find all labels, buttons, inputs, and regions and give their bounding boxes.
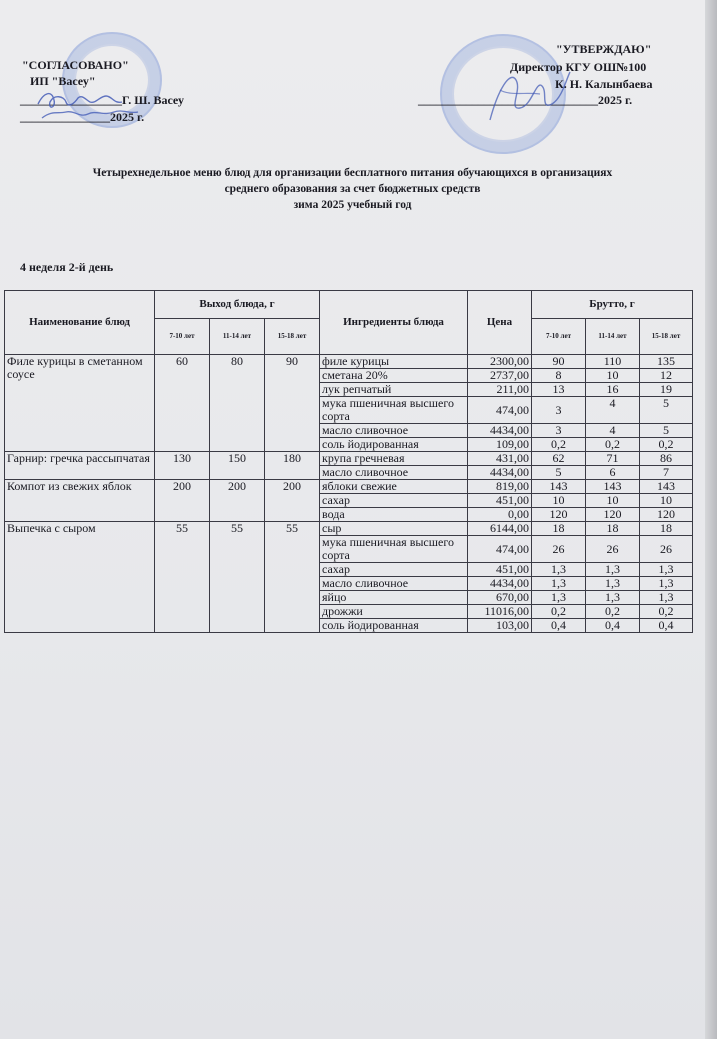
approval-left-title: "СОГЛАСОВАНО" (22, 58, 129, 72)
ingredient-gross: 90 (532, 355, 586, 369)
week-day-label: 4 неделя 2-й день (20, 260, 114, 274)
ingredient-name: сыр (320, 522, 468, 536)
ingredient-gross: 0,4 (640, 619, 693, 633)
ingredient-name: масло сливочное (320, 577, 468, 591)
approval-right-signer: К. Н. Калынбаева (555, 77, 653, 91)
ingredient-name: крупа гречневая (320, 452, 468, 466)
page-edge (705, 0, 717, 1039)
header-ingredients: Ингредиенты блюда (320, 291, 468, 355)
approval-left-org: ИП "Васеу" (30, 74, 96, 88)
header-gross: Брутто, г (532, 291, 693, 319)
ingredient-gross: 110 (586, 355, 640, 369)
dish-output: 80 (210, 355, 265, 452)
ingredient-gross: 3 (532, 424, 586, 438)
ingredient-gross: 26 (532, 536, 586, 563)
ingredient-price: 6144,00 (468, 522, 532, 536)
left-signature (30, 82, 150, 124)
ingredient-name: сахар (320, 494, 468, 508)
header-dish-name: Наименование блюд (5, 291, 155, 355)
dish-output: 55 (210, 522, 265, 633)
ingredient-price: 2737,00 (468, 369, 532, 383)
dish-output: 180 (265, 452, 320, 480)
document-title-line3: зима 2025 учебный год (293, 199, 412, 211)
ingredient-gross: 1,3 (640, 591, 693, 605)
ingredient-price: 0,00 (468, 508, 532, 522)
header-price: Цена (468, 291, 532, 355)
ingredient-gross: 6 (586, 466, 640, 480)
ingredient-price: 431,00 (468, 452, 532, 466)
table-row (5, 480, 693, 494)
dish-output: 55 (155, 522, 210, 633)
ingredient-gross: 143 (532, 480, 586, 494)
ingredient-gross: 26 (640, 536, 693, 563)
ingredient-price: 4434,00 (468, 424, 532, 438)
approval-left-signer: _________________Г. Ш. Васеу (20, 93, 184, 107)
dish-name: Гарнир: гречка рассыпчатая (5, 452, 155, 480)
ingredient-gross: 0,2 (640, 605, 693, 619)
ingredient-gross: 120 (640, 508, 693, 522)
ingredient-name: яблоки свежие (320, 480, 468, 494)
ingredient-gross: 10 (640, 494, 693, 508)
menu-table (4, 290, 693, 633)
ingredient-gross: 1,3 (586, 591, 640, 605)
ingredient-gross: 26 (586, 536, 640, 563)
header-output-age-1: 7-10 лет (155, 319, 210, 355)
right-signature (470, 50, 580, 130)
ingredient-price: 103,00 (468, 619, 532, 633)
ingredient-gross: 86 (640, 452, 693, 466)
ingredient-name: сметана 20% (320, 369, 468, 383)
dish-name: Компот из свежих яблок (5, 480, 155, 522)
ingredient-gross: 135 (640, 355, 693, 369)
ingredient-gross: 120 (586, 508, 640, 522)
header-gross-age-3: 15-18 лет (640, 319, 693, 355)
ingredient-gross: 0,4 (586, 619, 640, 633)
dish-output: 55 (265, 522, 320, 633)
document-title-line1: Четырехнедельное меню блюд для организации бесплатного питания обучающихся в организациях (92, 167, 613, 179)
ingredient-name: соль йодированная (320, 619, 468, 633)
ingredient-price: 670,00 (468, 591, 532, 605)
ingredient-gross: 4 (586, 397, 640, 424)
ingredient-name: вода (320, 508, 468, 522)
dish-output: 130 (155, 452, 210, 480)
dish-output: 90 (265, 355, 320, 452)
ingredient-gross: 0,2 (586, 605, 640, 619)
ingredient-name: яйцо (320, 591, 468, 605)
dish-output: 200 (265, 480, 320, 522)
ingredient-gross: 0,2 (640, 438, 693, 452)
ingredient-name: лук репчатый (320, 383, 468, 397)
ingredient-price: 2300,00 (468, 355, 532, 369)
ingredient-name: дрожжи (320, 605, 468, 619)
ingredient-gross: 120 (532, 508, 586, 522)
ingredient-price: 474,00 (468, 536, 532, 563)
ingredient-gross: 5 (532, 466, 586, 480)
ingredient-gross: 10 (586, 494, 640, 508)
ingredient-gross: 18 (586, 522, 640, 536)
approval-right-title: "УТВЕРЖДАЮ" (556, 42, 652, 56)
ingredient-gross: 143 (640, 480, 693, 494)
ingredient-name: мука пшеничная высшего сорта (320, 536, 468, 563)
ingredient-gross: 1,3 (532, 591, 586, 605)
table-row (5, 522, 693, 536)
ingredient-gross: 62 (532, 452, 586, 466)
ingredient-price: 451,00 (468, 563, 532, 577)
table-row (5, 355, 693, 369)
header-output-age-2: 11-14 лет (210, 319, 265, 355)
ingredient-name: филе курицы (320, 355, 468, 369)
dish-output: 60 (155, 355, 210, 452)
ingredient-price: 819,00 (468, 480, 532, 494)
dish-name: Выпечка с сыром (5, 522, 155, 633)
ingredient-gross: 13 (532, 383, 586, 397)
ingredient-gross: 0,2 (532, 438, 586, 452)
ingredient-gross: 18 (640, 522, 693, 536)
ingredient-gross: 18 (532, 522, 586, 536)
ingredient-price: 474,00 (468, 397, 532, 424)
dish-output: 150 (210, 452, 265, 480)
ingredient-gross: 1,3 (586, 563, 640, 577)
ingredient-price: 11016,00 (468, 605, 532, 619)
ingredient-gross: 7 (640, 466, 693, 480)
ingredient-gross: 5 (640, 424, 693, 438)
ingredient-gross: 8 (532, 369, 586, 383)
ingredient-gross: 4 (586, 424, 640, 438)
ingredient-price: 109,00 (468, 438, 532, 452)
ingredient-gross: 1,3 (586, 577, 640, 591)
ingredient-gross: 0,4 (532, 619, 586, 633)
approval-right-position: Директор КГУ ОШ№100 (510, 60, 647, 74)
ingredient-gross: 1,3 (640, 563, 693, 577)
ingredient-price: 211,00 (468, 383, 532, 397)
approval-left-date: _______________2025 г. (20, 110, 145, 124)
header-gross-age-1: 7-10 лет (532, 319, 586, 355)
document-title-line2: среднего образования за счет бюджетных средств (224, 183, 481, 195)
ingredient-price: 451,00 (468, 494, 532, 508)
ingredient-gross: 12 (640, 369, 693, 383)
ingredient-gross: 0,2 (586, 438, 640, 452)
ingredient-name: соль йодированная (320, 438, 468, 452)
ingredient-gross: 5 (640, 397, 693, 424)
ingredient-gross: 71 (586, 452, 640, 466)
ingredient-gross: 10 (532, 494, 586, 508)
ingredient-gross: 1,3 (532, 577, 586, 591)
header-gross-age-2: 11-14 лет (586, 319, 640, 355)
ingredient-name: сахар (320, 563, 468, 577)
ingredient-name: масло сливочное (320, 466, 468, 480)
dish-output: 200 (155, 480, 210, 522)
ingredient-gross: 1,3 (640, 577, 693, 591)
dish-output: 200 (210, 480, 265, 522)
ingredient-name: мука пшеничная высшего сорта (320, 397, 468, 424)
ingredient-gross: 3 (532, 397, 586, 424)
header-output-age-3: 15-18 лет (265, 319, 320, 355)
ingredient-gross: 143 (586, 480, 640, 494)
ingredient-gross: 19 (640, 383, 693, 397)
dish-name: Филе курицы в сметанном соусе (5, 355, 155, 452)
ingredient-gross: 16 (586, 383, 640, 397)
ingredient-gross: 0,2 (532, 605, 586, 619)
header-output: Выход блюда, г (155, 291, 320, 319)
ingredient-price: 4434,00 (468, 577, 532, 591)
table-row (5, 452, 693, 466)
ingredient-price: 4434,00 (468, 466, 532, 480)
ingredient-name: масло сливочное (320, 424, 468, 438)
approval-right-date: ______________________________2025 г. (418, 93, 633, 107)
ingredient-gross: 1,3 (532, 563, 586, 577)
ingredient-gross: 10 (586, 369, 640, 383)
